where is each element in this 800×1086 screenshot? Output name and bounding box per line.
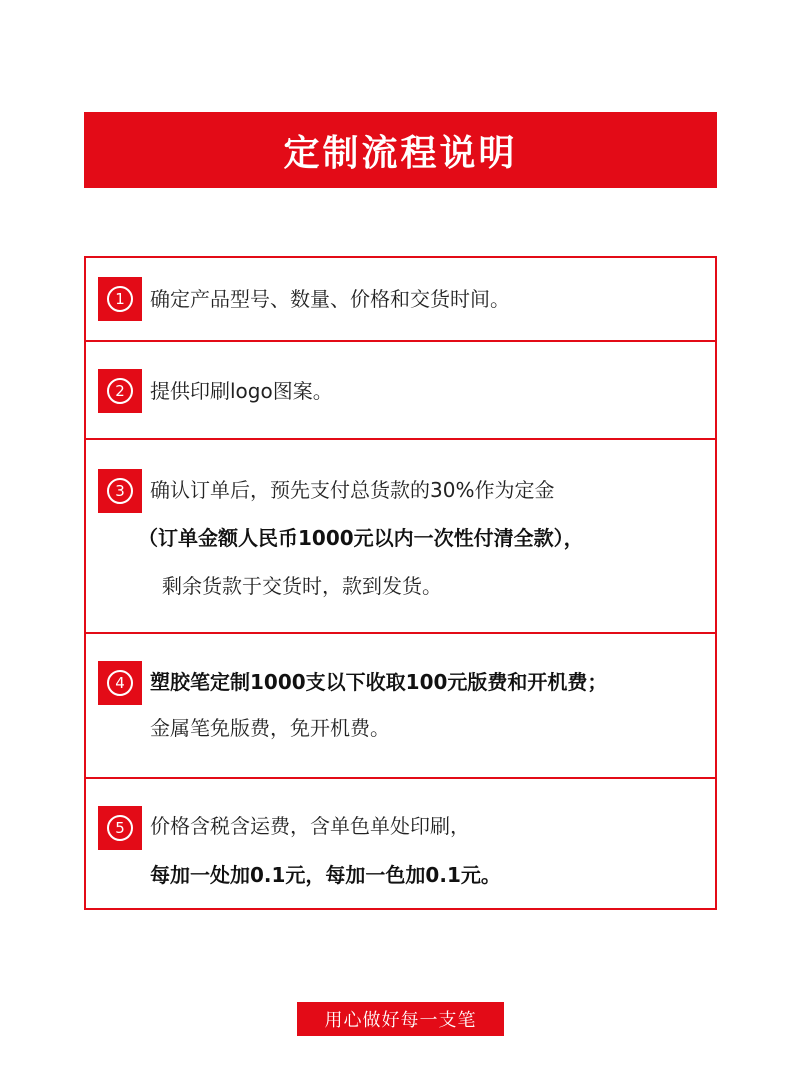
steps-table — [84, 256, 717, 910]
step-number-badge — [98, 661, 142, 705]
step-text-line: 确定产品型号、数量、价格和交货时间。 — [150, 287, 510, 311]
step-number-badge — [98, 806, 142, 850]
step-number: 2 — [107, 378, 133, 404]
slogan-badge — [297, 1002, 504, 1036]
step-number-badge — [98, 369, 142, 413]
step-number-badge — [98, 277, 142, 321]
step-text-line: （订单金额人民币1000元以内一次性付清全款）， — [138, 526, 584, 550]
step-number: 3 — [107, 478, 133, 504]
step-3 — [86, 438, 715, 632]
step-number: 1 — [107, 286, 133, 312]
step-2 — [86, 340, 715, 438]
step-number: 5 — [107, 815, 133, 841]
title-banner — [84, 112, 717, 188]
page-title: 定制流程说明 — [283, 132, 518, 174]
step-text-line: 塑胶笔定制1000支以下收取100元版费和开机费； — [150, 670, 608, 694]
step-text-line: 确认订单后，预先支付总货款的30%作为定金 — [150, 478, 555, 502]
step-number-badge — [98, 469, 142, 513]
step-text-line: 每加一处加0.1元，每加一色加0.1元。 — [150, 863, 501, 887]
step-5 — [86, 777, 715, 908]
step-4 — [86, 632, 715, 777]
step-text-line: 剩余货款于交货时，款到发货。 — [162, 574, 442, 598]
slogan-text: 用心做好每一支笔 — [324, 1010, 477, 1031]
step-number: 4 — [107, 670, 133, 696]
step-text-line: 金属笔免版费，免开机费。 — [150, 716, 390, 740]
step-text-line: 提供印刷logo图案。 — [150, 379, 333, 403]
step-1 — [86, 258, 715, 340]
step-text-line: 价格含税含运费，含单色单处印刷， — [150, 814, 470, 838]
